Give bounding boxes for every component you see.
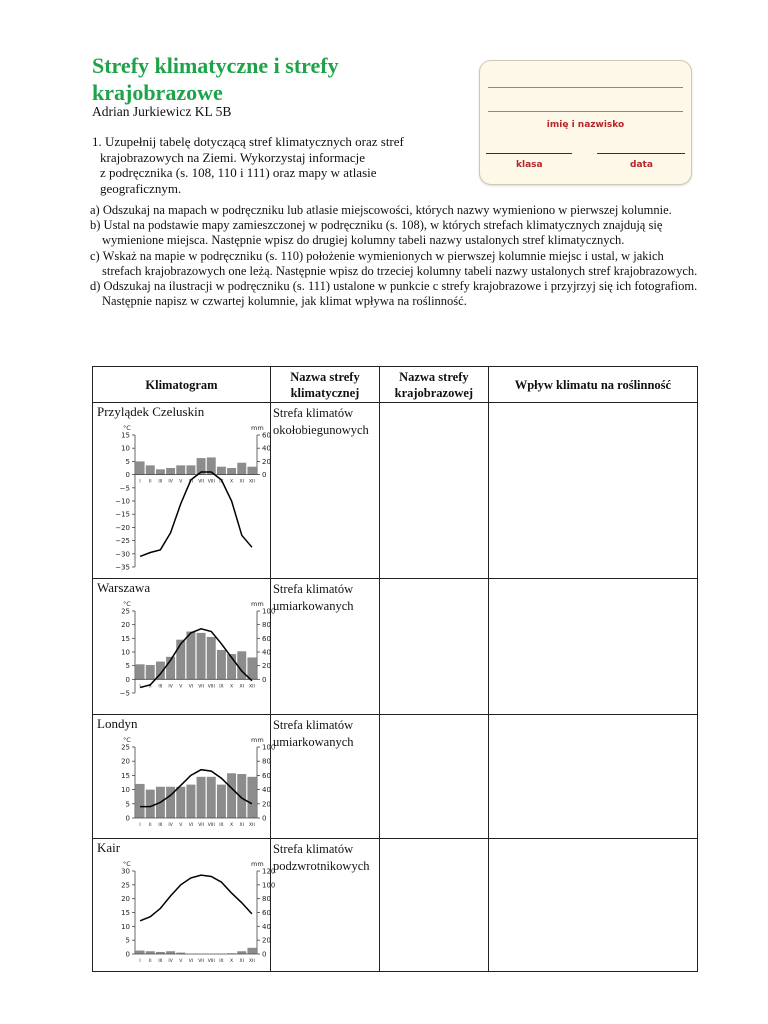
temp-tick-label: 0	[125, 471, 130, 480]
month-label: IV	[168, 823, 173, 828]
precip-tick-label: 20	[262, 800, 271, 809]
climate-zone-cell[interactable]: Strefa klimatów okołobiegunowych	[270, 403, 379, 579]
temp-tick-label: 15	[121, 771, 130, 780]
month-label: XII	[249, 823, 255, 828]
month-label: VI	[188, 959, 194, 964]
name-line-1[interactable]	[488, 87, 683, 88]
climate-zone-cell[interactable]: Strefa klimatów umiarkowanych	[270, 715, 379, 839]
temp-unit-label: °C	[123, 600, 131, 608]
temp-tick-label: 5	[125, 662, 130, 671]
precip-unit-label: mm	[251, 736, 264, 744]
date-line[interactable]	[597, 153, 685, 154]
precip-tick-label: 40	[262, 786, 271, 795]
class-label: klasa	[516, 160, 543, 170]
month-label: I	[139, 684, 141, 690]
temp-tick-label: −5	[119, 689, 130, 698]
student-name-box	[479, 60, 692, 185]
precip-bar	[186, 632, 195, 680]
precip-bar	[217, 650, 226, 679]
precip-bar	[237, 951, 246, 954]
month-label: VI	[188, 823, 194, 828]
precip-bar	[146, 951, 155, 954]
table-row	[93, 839, 698, 972]
month-label: XI	[239, 479, 244, 485]
precip-bar	[136, 664, 145, 679]
table-header-row	[93, 367, 698, 403]
precip-bar	[176, 465, 185, 474]
precip-bar	[247, 467, 256, 475]
precip-tick-label: 40	[262, 922, 271, 931]
month-label: VI	[188, 479, 194, 485]
header-climatogram: Klimatogram	[93, 367, 271, 403]
precip-tick-label: 0	[262, 950, 267, 959]
table-row	[93, 403, 698, 579]
month-label: III	[158, 959, 163, 964]
class-line[interactable]	[486, 153, 572, 154]
month-label: VII	[198, 823, 204, 828]
month-label: X	[230, 959, 234, 964]
month-label: IX	[219, 959, 224, 964]
temp-tick-label: 5	[125, 936, 130, 945]
vegetation-cell[interactable]	[488, 403, 697, 579]
instruction-a: a) Odszukaj na mapach w podręczniku lub atlasie miejscowości, których nazwy wymieniono w pierwszej kolumnie.	[90, 203, 672, 217]
temp-tick-label: 15	[121, 431, 130, 440]
temp-tick-label: −10	[115, 497, 130, 506]
landscape-zone-cell[interactable]	[379, 579, 488, 715]
temp-tick-label: 5	[125, 457, 130, 466]
temp-tick-label: 0	[125, 814, 130, 823]
precip-bar	[237, 651, 246, 679]
climatogram-londyn	[97, 733, 276, 833]
month-label: VII	[198, 479, 204, 485]
precip-unit-label: mm	[251, 424, 264, 432]
precip-bar	[176, 640, 185, 680]
month-label: X	[230, 823, 234, 828]
climatogram-warszawa	[97, 597, 276, 709]
header-vegetation: Wpływ klimatu na roślinność	[488, 367, 697, 403]
precip-bar	[247, 657, 256, 679]
vegetation-cell[interactable]	[488, 839, 697, 972]
precip-bar	[217, 467, 226, 475]
climate-zone-cell[interactable]: Strefa klimatów podzwrotnikowych	[270, 839, 379, 972]
month-label: IV	[168, 479, 173, 485]
precip-bar	[156, 469, 165, 474]
month-label: I	[139, 959, 141, 964]
precip-bar	[186, 465, 195, 474]
temp-tick-label: 0	[125, 950, 130, 959]
landscape-zone-cell[interactable]	[379, 839, 488, 972]
precip-bar	[247, 777, 256, 818]
city-name: Londyn	[97, 716, 138, 731]
month-label: XII	[249, 959, 255, 964]
temp-tick-label: 0	[125, 675, 130, 684]
precip-tick-label: 60	[262, 431, 271, 440]
temp-tick-label: 10	[121, 786, 130, 795]
month-label: V	[179, 479, 183, 485]
instruction-c: c) Wskaż na mapie w podręczniku (s. 110) położenie wymienionych w pierwszej kolumnie miejsc i ustal, w jakich strefach krajobrazowych one leżą. Następnie wpisz do trzeciej kolumny tabeli nazwy ustalonych stref krajobrazowych.	[90, 248, 698, 278]
temp-tick-label: 5	[125, 800, 130, 809]
precip-tick-label: 20	[262, 457, 271, 466]
precip-tick-label: 0	[262, 471, 267, 480]
climatogram-kair	[97, 857, 276, 971]
month-label: VIII	[207, 479, 215, 485]
precip-bar	[207, 777, 216, 818]
precip-bar	[166, 468, 175, 475]
climatogram-czeluskin	[97, 421, 269, 576]
temp-tick-label: 10	[121, 922, 130, 931]
vegetation-cell[interactable]	[488, 579, 697, 715]
temp-tick-label: −35	[115, 563, 130, 572]
author-line: Adrian Jurkiewicz KL 5B	[92, 104, 232, 119]
month-label: VIII	[207, 959, 215, 964]
temp-tick-label: 15	[121, 634, 130, 643]
task-line: krajobrazowych na Ziemi. Wykorzystaj informacje	[100, 149, 366, 165]
month-label: IX	[219, 684, 224, 690]
precip-bar	[237, 463, 246, 475]
precip-bar	[136, 784, 145, 818]
temp-tick-label: 30	[121, 867, 130, 876]
name-label: imię i nazwisko	[546, 120, 625, 130]
task-line: 1. Uzupełnij tabelę dotyczącą stref klimatycznych oraz stref	[92, 134, 404, 149]
month-label: IX	[219, 479, 224, 485]
month-label: II	[148, 479, 152, 485]
precip-bar	[186, 785, 195, 818]
month-label: VII	[198, 959, 204, 964]
precip-tick-label: 100	[262, 881, 276, 890]
month-label: II	[148, 823, 152, 828]
temperature-line	[140, 472, 252, 556]
instruction-d: d) Odszukaj na ilustracji w podręczniku (s. 111) ustalone w punkcie c strefy krajobrazowe i przyjrzyj się ich fotografiom. Następnie napisz w czwartej kolumnie, jak klimat wpływa na roślinność.	[90, 279, 698, 309]
precip-tick-label: 0	[262, 675, 267, 684]
temp-tick-label: −5	[119, 484, 130, 493]
date-label: data	[630, 160, 653, 170]
precip-unit-label: mm	[251, 860, 264, 868]
temp-tick-label: 10	[121, 444, 130, 453]
landscape-zone-cell[interactable]	[379, 715, 488, 839]
task-intro	[92, 134, 442, 196]
month-label: II	[148, 959, 152, 964]
month-label: I	[139, 823, 141, 828]
month-label: IV	[168, 684, 173, 690]
month-label: IV	[168, 959, 173, 964]
precip-tick-label: 120	[262, 867, 276, 876]
header-landscape-zone: Nazwa strefy krajobrazowej	[379, 367, 488, 403]
precip-bar	[176, 787, 185, 818]
temp-unit-label: °C	[123, 424, 131, 432]
temp-tick-label: 25	[121, 881, 130, 890]
precip-tick-label: 20	[262, 936, 271, 945]
instruction-b: b) Ustal na podstawie mapy zamieszczonej w podręczniku (s. 108), w których strefach klimatycznych znajdują się wymienione miejsca. Następnie wpisz do drugiej kolumny tabeli nazwy ustalonych stref klimatycznych.	[90, 218, 663, 248]
month-label: VIII	[207, 823, 215, 828]
precip-bar	[166, 951, 175, 954]
city-name: Warszawa	[97, 580, 151, 595]
month-label: V	[179, 959, 183, 964]
precip-bar	[217, 785, 226, 818]
precip-tick-label: 100	[262, 607, 276, 616]
task-line: z podręcznika (s. 108, 110 i 111) oraz mapy w atlasie	[100, 165, 377, 180]
month-label: VIII	[207, 684, 215, 690]
temp-tick-label: 25	[121, 743, 130, 752]
precip-bar	[146, 665, 155, 679]
temp-tick-label: 20	[121, 895, 130, 904]
month-label: XI	[239, 684, 244, 690]
month-label: III	[158, 479, 163, 485]
temp-tick-label: 25	[121, 607, 130, 616]
precip-tick-label: 60	[262, 909, 271, 917]
vegetation-cell[interactable]	[488, 715, 697, 839]
instructions	[90, 203, 700, 309]
month-label: XII	[249, 684, 255, 690]
city-name: Kair	[97, 840, 121, 855]
precip-tick-label: 100	[262, 743, 276, 752]
table-row	[93, 715, 698, 839]
month-label: III	[158, 684, 163, 690]
month-label: I	[139, 479, 141, 485]
temp-tick-label: 20	[121, 757, 130, 766]
month-label: V	[179, 823, 183, 828]
precip-bar	[146, 790, 155, 818]
precip-tick-label: 80	[262, 757, 271, 766]
month-label: II	[148, 684, 152, 690]
precip-bar	[247, 948, 256, 954]
precip-bar	[146, 465, 155, 474]
month-label: X	[230, 684, 234, 690]
precip-tick-label: 40	[262, 444, 271, 453]
climate-zone-cell[interactable]: Strefa klimatów umiarkowanych	[270, 579, 379, 715]
precip-bar	[197, 777, 206, 818]
month-label: XI	[239, 823, 244, 828]
table-row	[93, 579, 698, 715]
temp-tick-label: 20	[121, 621, 130, 630]
precip-unit-label: mm	[251, 600, 264, 608]
month-label: XI	[239, 959, 244, 964]
temp-tick-label: 10	[121, 648, 130, 657]
temp-tick-label: −15	[115, 510, 130, 519]
temp-unit-label: °C	[123, 860, 131, 868]
precip-bar	[136, 951, 145, 954]
precip-bar	[227, 468, 236, 475]
month-label: VI	[188, 684, 194, 690]
landscape-zone-cell[interactable]	[379, 403, 488, 579]
month-label: X	[230, 479, 234, 485]
precip-tick-label: 0	[262, 814, 267, 823]
name-line-2[interactable]	[488, 111, 683, 112]
climate-table	[92, 366, 698, 972]
precip-bar	[136, 461, 145, 474]
temp-tick-label: −25	[115, 537, 130, 546]
task-line: geograficznym.	[100, 180, 182, 196]
month-label: VII	[198, 684, 204, 690]
precip-tick-label: 80	[262, 621, 271, 630]
precip-tick-label: 60	[262, 771, 271, 780]
temp-tick-label: 15	[121, 909, 130, 917]
month-label: IX	[219, 823, 224, 828]
temp-tick-label: −20	[115, 523, 130, 532]
page-title: Strefy klimatyczne i strefy krajobrazowe	[92, 53, 339, 105]
month-label: XII	[249, 479, 255, 485]
temp-unit-label: °C	[123, 736, 131, 744]
month-label: V	[179, 684, 183, 690]
precip-tick-label: 80	[262, 895, 271, 904]
header-climate-zone: Nazwa strefy klimatycznej	[270, 367, 379, 403]
precip-tick-label: 40	[262, 648, 271, 657]
month-label: III	[158, 823, 163, 828]
precip-tick-label: 20	[262, 662, 271, 671]
city-name: Przylądek Czeluskin	[97, 404, 205, 419]
precip-bar	[207, 637, 216, 679]
precip-bar	[227, 773, 236, 818]
temperature-line	[140, 875, 252, 921]
temp-tick-label: −30	[115, 550, 130, 559]
precip-bar	[197, 633, 206, 679]
precip-tick-label: 60	[262, 634, 271, 643]
